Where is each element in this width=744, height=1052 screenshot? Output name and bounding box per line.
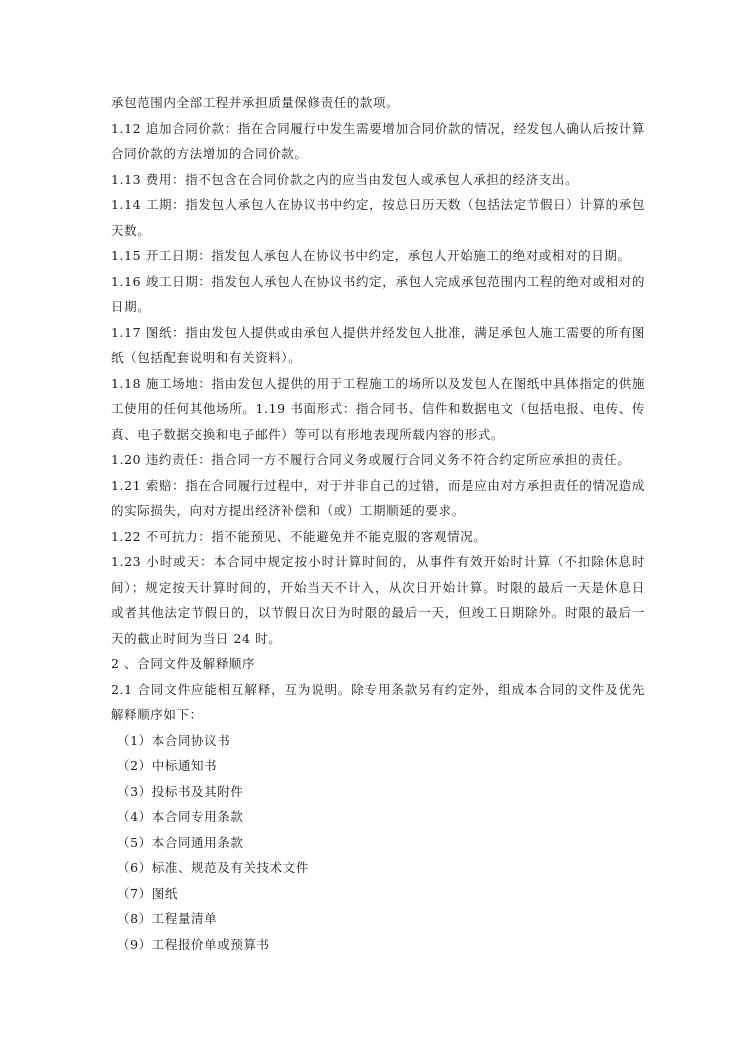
paragraph-line: 天的截止时间为当日 24 时。: [111, 630, 282, 646]
list-item: （2）中标通知书: [117, 758, 218, 773]
list-item: （3）投标书及其附件: [117, 783, 244, 799]
paragraph-line: 1.12 追加合同价款：指在合同履行中发生需要增加合同价款的情况，经发包人确认后按计算: [111, 120, 645, 136]
paragraph-line: 真、电子数据交换和电子邮件）等可以有形地表现所载内容的形式。: [111, 426, 505, 442]
paragraph-line: 工使用的任何其他场所。1.19 书面形式：指合同书、信件和数据电文（包括电报、电传、传: [111, 401, 645, 416]
list-item: （8）工程量清单: [117, 911, 218, 926]
paragraph-line: 1.13 费用：指不包含在合同价款之内的应当由发包人或承包人承担的经济支出。: [111, 171, 579, 187]
list-item: （5）本合同通用条款: [117, 834, 244, 850]
paragraph-line: 1.21 索赔：指在合同履行过程中，对于并非自己的过错，而是应由对方承担责任的情况造成: [111, 477, 645, 493]
paragraph-line: 1.22 不可抗力：指不能预见、不能避免并不能克服的客观情况。: [111, 528, 487, 544]
paragraph-line: 1.18 施工场地：指由发包人提供的用于工程施工的场所以及发包人在图纸中具体指定的供施: [111, 375, 645, 391]
paragraph-line: 承包范围内全部工程并承担质量保修责任的款项。: [111, 95, 400, 110]
paragraph-line: 1.20 违约责任：指合同一方不履行合同义务或履行合同义务不符合约定所应承担的责任。: [111, 452, 631, 467]
paragraph-line: 1.23 小时或天：本合同中规定按小时计算时间的，从事件有效开始时计算（不扣除休息时: [111, 554, 645, 569]
list-item: （1）本合同协议书: [117, 732, 231, 748]
paragraph-line: 解释顺序如下：: [111, 707, 203, 722]
paragraph-line: 天数。: [111, 222, 151, 238]
paragraph-line: 或者其他法定节假日的，以节假日次日为时限的最后一天，但竣工日期除外。时限的最后一: [111, 605, 645, 620]
paragraph-line: 2.1 合同文件应能相互解释，互为说明。除专用条款另有约定外，组成本合同的文件及优先: [111, 681, 645, 697]
list-item: （6）标准、规范及有关技术文件: [117, 860, 309, 875]
paragraph-line: 1.15 开工日期：指发包人承包人在协议书中约定，承包人开始施工的绝对或相对的日期。: [111, 248, 631, 263]
paragraph-line: 2 、合同文件及解释顺序: [111, 656, 256, 671]
paragraph-line: 1.14 工期：指发包人承包人在协议书中约定，按总日历天数（包括法定节假日）计算的承包: [111, 197, 645, 212]
paragraph-line: 间）；规定按天计算时间的，开始当天不计入，从次日开始计算。时限的最后一天是休息日: [111, 579, 645, 595]
paragraph-line: 日期。: [111, 299, 151, 314]
paragraph-line: 合同价款的方法增加的合同价款。: [111, 146, 308, 161]
paragraph-line: 纸（包括配套说明和有关资料）。: [111, 350, 302, 365]
paragraph-line: 1.16 竣工日期：指发包人承包人在协议书约定，承包人完成承包范围内工程的绝对或相对的: [111, 273, 645, 289]
paragraph-line: 的实际损失，向对方提出经济补偿和（或）工期顺延的要求。: [111, 503, 465, 518]
list-item: （9）工程报价单或预算书: [117, 936, 270, 952]
list-item: （7）图纸: [117, 885, 178, 901]
paragraph-line: 1.17 图纸：指由发包人提供或由承包人提供并经发包人批准，满足承包人施工需要的所有图: [111, 324, 645, 340]
document-body: [111, 90, 645, 957]
list-item: （4）本合同专用条款: [117, 809, 244, 824]
